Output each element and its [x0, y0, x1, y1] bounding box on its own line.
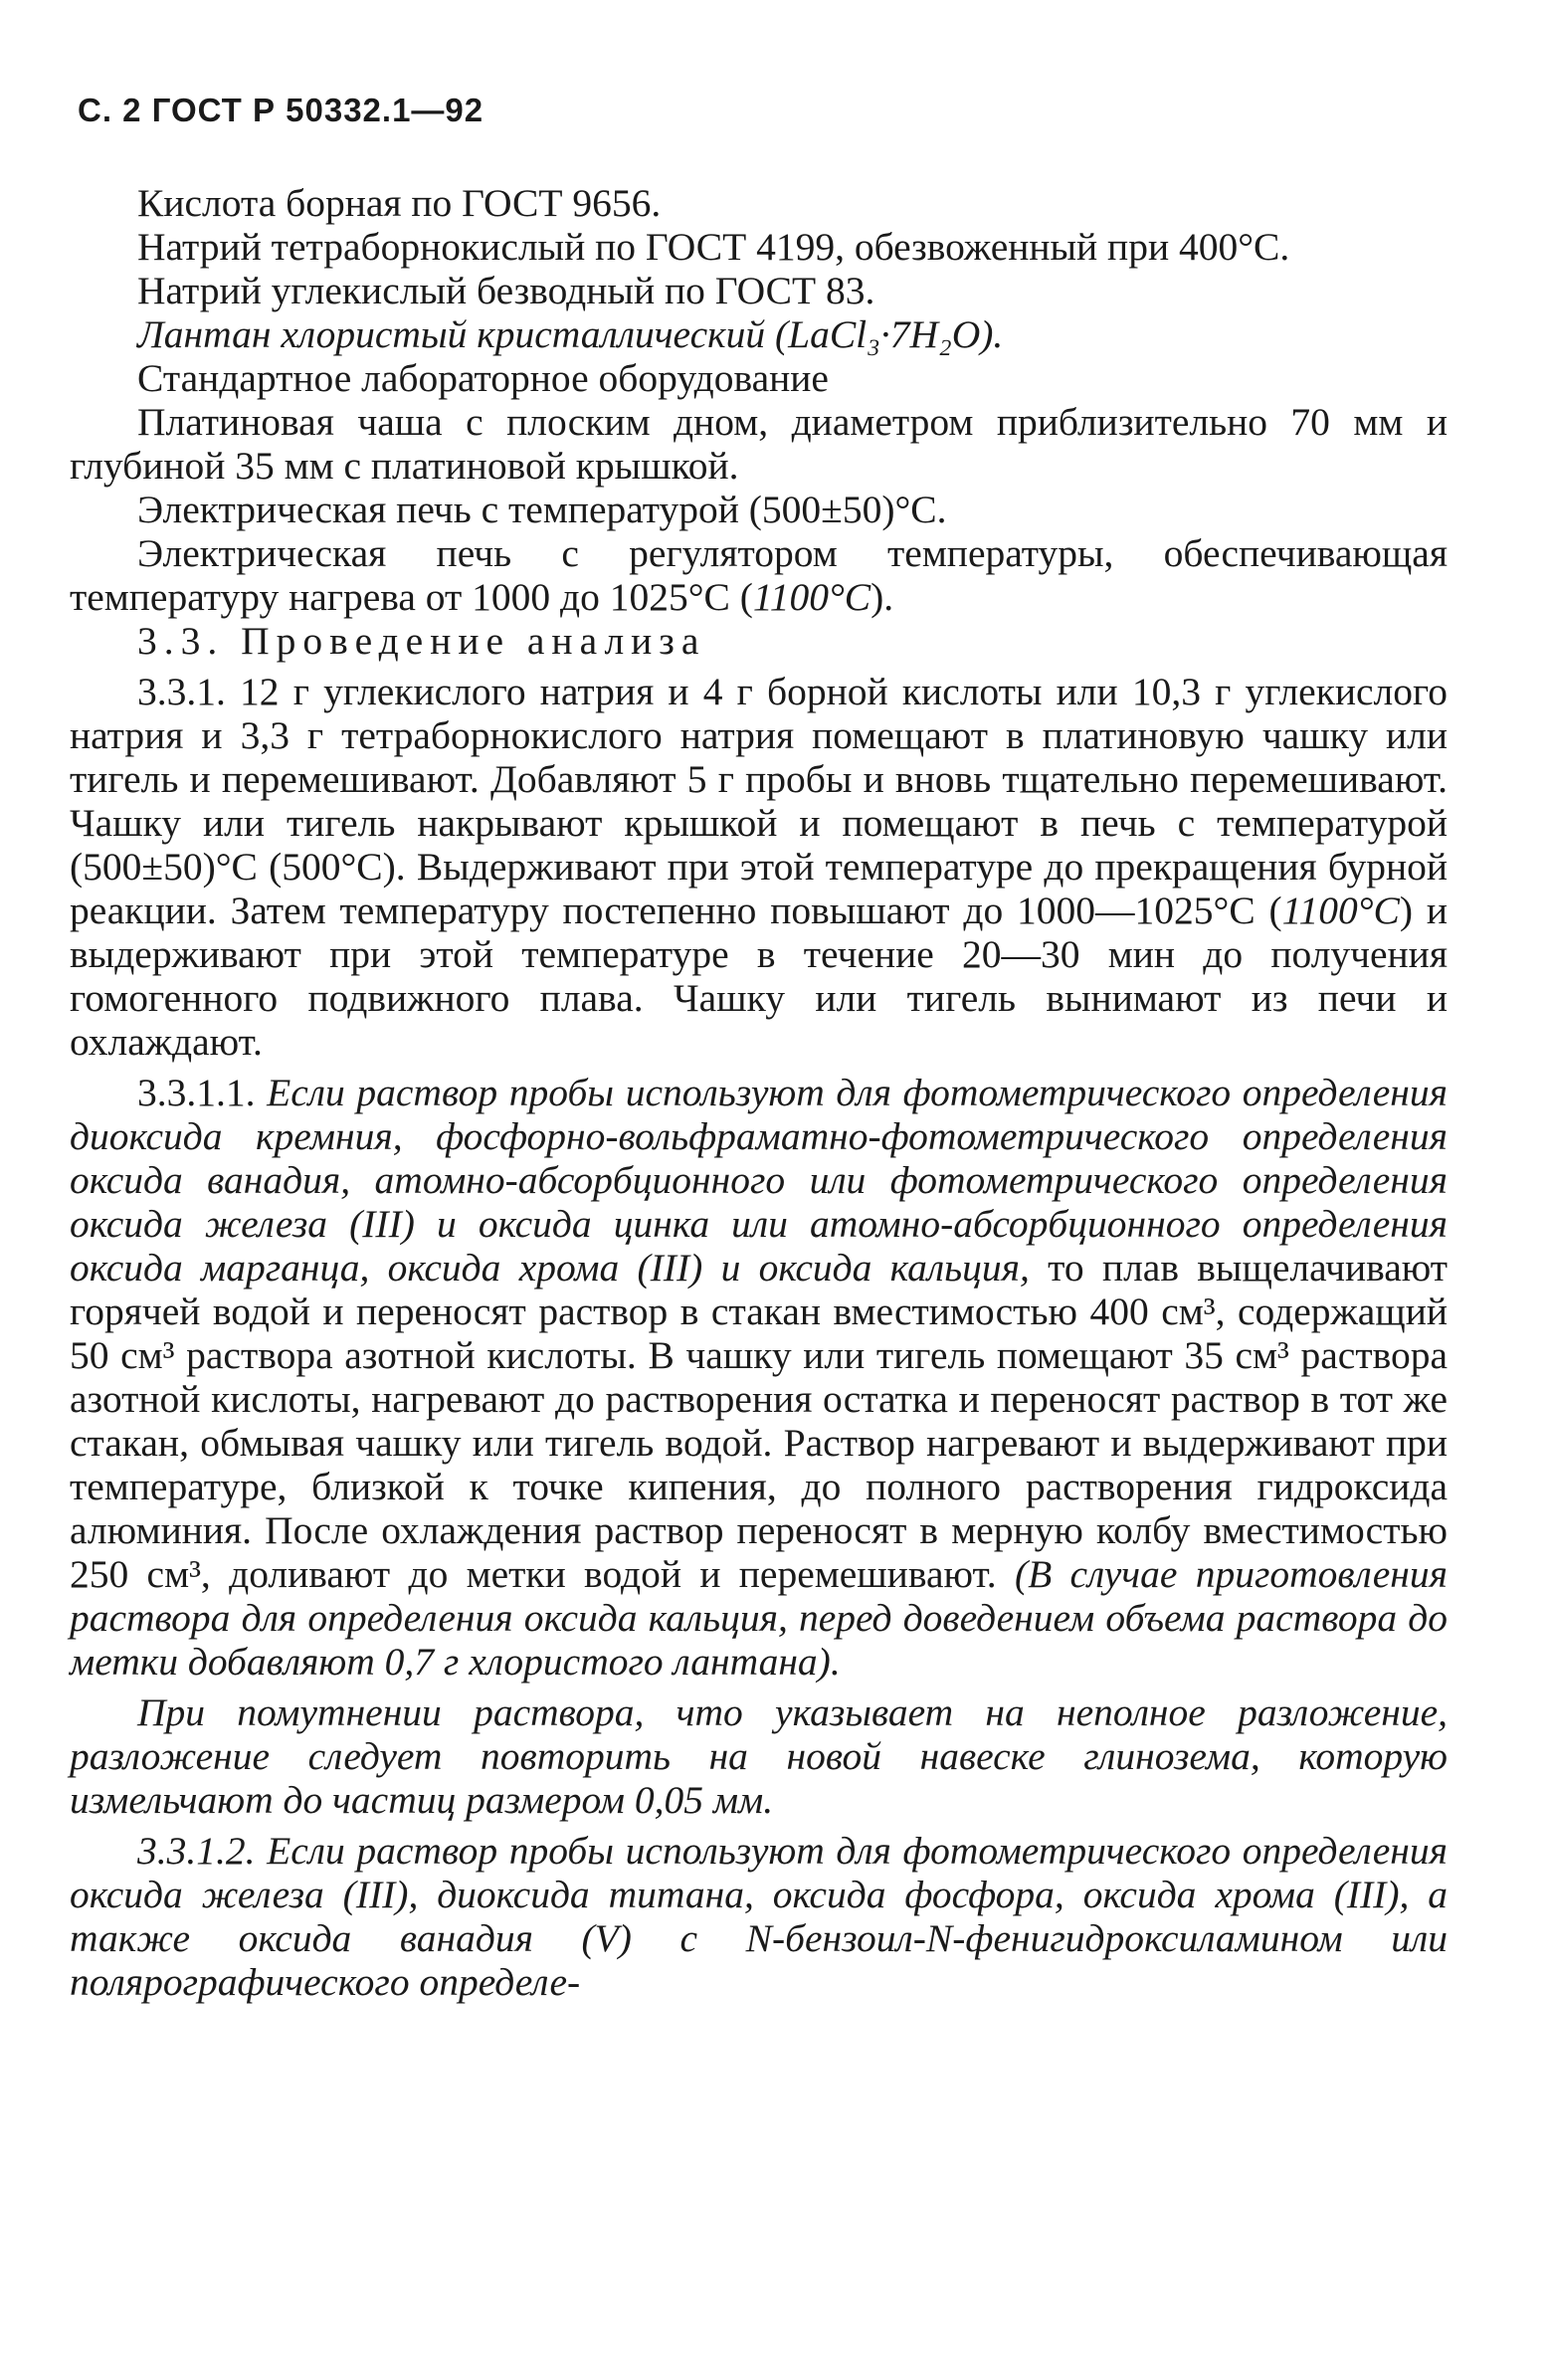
- para-3-3-1-temp: 1100°С: [1281, 889, 1400, 932]
- para-3-3-1-1-italic: Если раствор пробы используют для фотометрического определения диоксида кремния, фосфорно-вольфраматно-фотометрического определения оксида ванадия, атомно-абсорбционного или фотометрического определения оксида железа (III) и оксида цинка или атомно-абсорбционного определения оксида марганца, оксида хрома (III) и оксида кальция,: [70, 1071, 1449, 1289]
- paragraph-sodium-carbonate: Натрий углекислый безводный по ГОСТ 83.: [137, 269, 875, 312]
- para-3-3-1-2-text: 3.3.1.2. Если раствор пробы используют для фотометрического определения оксида железа (III), диоксида титана, оксида фосфора, оксида хрома (III), а также оксида ванадия (V) с N-бензоил-N-фенигидроксиламином или полярографического определе-: [70, 1829, 1448, 2004]
- para-3-3-1-end: ) и выдерживают при этой температуре в течение 20—30 мин до получения гомогенного подвижного плава. Чашку или тигель вынимают из печи и охлаждают.: [70, 889, 1449, 1064]
- paragraph-3-3-1-1: [70, 1071, 1448, 1684]
- body-text: [70, 181, 1448, 2004]
- paragraph-furnace-500: Электрическая печь с температурой (500±50)°С.: [137, 488, 947, 531]
- paragraph-3-3-1-2: [70, 1829, 1448, 2004]
- paragraph-boric-acid: Кислота борная по ГОСТ 9656.: [137, 181, 662, 225]
- running-head: С. 2 ГОСТ Р 50332.1—92: [78, 92, 484, 128]
- para-3-3-1-1-note: (В случае приготовления раствора для определения оксида кальция, перед доведением объема раствора до метки добавляют 0,7 г хлористого лантана).: [70, 1552, 1448, 1684]
- paragraph-lanthanum-chloride: [70, 312, 1448, 356]
- paragraph-platinum-dish: Платиновая чаша с плоским дном, диаметром приблизительно 70 мм и глубиной 35 мм с платиновой крышкой.: [70, 400, 1448, 488]
- paragraph-furnace-regulator: [70, 531, 1448, 619]
- section-heading-analysis: 3.3. Проведение анализа: [137, 619, 706, 663]
- para-3-3-1-1-text: то плав выщелачивают горячей водой и переносят раствор в стакан вместимостью 400 см³, содержащий 50 см³ раствора азотной кислоты. В чашку или тигель помещают 35 см³ раствора азотной кислоты, нагревают до растворения остатка и переносят раствор в тот же стакан, обмывая чашку или тигель водой. Раствор нагревают и выдерживают при температуре, близкой к точке кипения, до полного растворения гидроксида алюминия. После охлаждения раствор переносят в мерную колбу вместимостью 250 см³, доливают до метки водой и перемешивают.: [70, 1246, 1448, 1596]
- paragraph-turbidity-note: [70, 1690, 1448, 1822]
- para-3-3-1-1-number: 3.3.1.1.: [137, 1071, 268, 1114]
- paragraph-3-3-1: [70, 670, 1448, 1064]
- lanthanum-text: Лантан хлористый кристаллический (LaCl₃·7H₂O).: [137, 312, 1004, 356]
- turbidity-note-text: При помутнении раствора, что указывает на неполное разложение, разложение следует повторить на новой навеске глинозема, которую измельчают до частиц размером 0,05 мм.: [70, 1690, 1448, 1822]
- furnace-regulator-temp: 1100°С: [752, 575, 871, 619]
- para-3-3-1-text: 3.3.1. 12 г углекислого натрия и 4 г борной кислоты или 10,3 г углекислого натрия и 3,3 г тетраборнокислого натрия помещают в платиновую чашку или тигель и перемешивают. Добавляют 5 г пробы и вновь тщательно перемешивают. Чашку или тигель накрывают крышкой и помещают в печь с температурой (500±50)°С (500°С). Выдерживают при этой температуре до прекращения бурной реакции. Затем температуру постепенно повышают до 1000—1025°С (: [70, 670, 1448, 932]
- furnace-regulator-end: ).: [870, 575, 894, 619]
- paragraph-sodium-tetraborate: Натрий тетраборнокислый по ГОСТ 4199, обезвоженный при 400°С.: [137, 225, 1290, 269]
- paragraph-lab-equipment: Стандартное лабораторное оборудование: [137, 356, 829, 400]
- furnace-regulator-text: Электрическая печь с регулятором температуры, обеспечивающая температуру нагрева от 1000 до 1025°С (: [70, 531, 1448, 619]
